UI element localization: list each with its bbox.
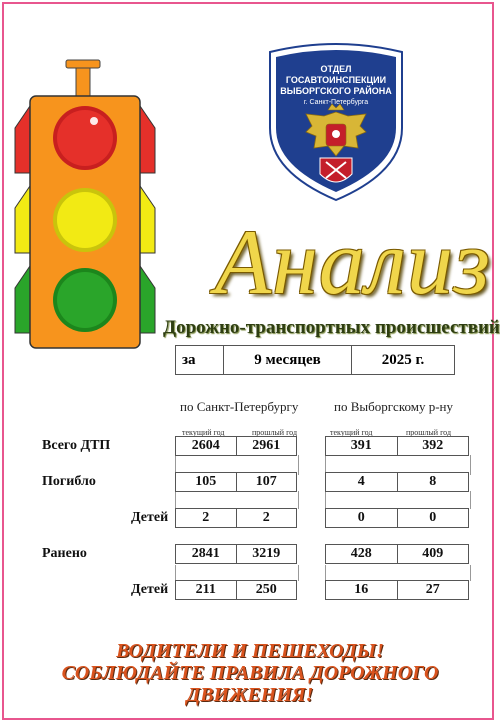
table-row <box>325 436 469 456</box>
group-header-spb: по Санкт-Петербургу <box>180 399 299 414</box>
cell-spb-current: 2604 <box>176 437 237 455</box>
period-months: 9 месяцев <box>224 346 352 374</box>
emblem-line-1: ОТДЕЛ <box>320 64 352 74</box>
subhead-spb-current: текущий год <box>182 428 225 437</box>
cell-district-previous: 409 <box>422 546 444 561</box>
subhead-spb-previous: прошлый год <box>252 428 298 437</box>
cell-spb-previous: 3219 <box>252 546 281 561</box>
cell-spb-current: 211 <box>176 581 237 599</box>
warning-line-1: ВОДИТЕЛИ И ПЕШЕХОДЫ! <box>116 640 384 662</box>
warning-line-2: СОБЛЮДАЙТЕ ПРАВИЛА ДОРОЖНОГО <box>61 662 439 684</box>
cell-spb-previous: 250 <box>255 582 277 597</box>
table-row <box>325 472 469 492</box>
row-connector <box>175 491 299 509</box>
warning-text <box>30 640 470 706</box>
cell-spb-current: 105 <box>176 473 237 491</box>
emblem-line-3: ВЫБОРГСКОГО РАЙОНА <box>280 86 392 96</box>
cell-district-current: 4 <box>326 473 398 491</box>
table-row <box>175 472 297 492</box>
row-label-children-killed: Детей <box>131 510 169 525</box>
cell-district-current: 0 <box>326 509 398 527</box>
group-header-district: по Выборгскому р-ну <box>334 399 453 414</box>
emblem-line-4: г. Санкт-Петербурга <box>303 99 369 106</box>
table-row <box>325 544 469 564</box>
cell-district-current: 428 <box>326 545 398 563</box>
subhead-district-previous: прошлый год <box>406 428 452 437</box>
row-label-total: Всего ДТП <box>42 438 111 453</box>
page-title: Анализ <box>215 211 491 313</box>
table-row <box>325 580 469 600</box>
period-prefix: за <box>176 346 224 374</box>
row-label-killed: Погибло <box>42 474 96 489</box>
period-box <box>175 345 455 375</box>
cell-district-previous: 392 <box>422 438 444 453</box>
cell-district-current: 391 <box>326 437 398 455</box>
period-year: 2025 г. <box>381 351 425 368</box>
subhead-district-current: текущий год <box>330 428 373 437</box>
row-connector <box>325 491 471 509</box>
cell-district-previous: 8 <box>429 474 437 489</box>
row-connector <box>175 565 299 581</box>
cell-spb-previous: 2 <box>262 510 270 525</box>
cell-spb-current: 2 <box>176 509 237 527</box>
cell-spb-previous: 2961 <box>252 438 281 453</box>
row-label-injured: Ранено <box>42 546 87 561</box>
table-row <box>325 508 469 528</box>
row-connector <box>325 565 471 581</box>
page-subtitle: Дорожно-транспортных происшествий <box>163 317 500 338</box>
cell-district-previous: 0 <box>429 510 437 525</box>
warning-line-3: ДВИЖЕНИЯ! <box>186 684 314 706</box>
cell-spb-previous: 107 <box>255 474 277 489</box>
traffic-light-icon <box>10 58 160 358</box>
cell-spb-current: 2841 <box>176 545 237 563</box>
table-row <box>175 544 297 564</box>
cell-district-previous: 27 <box>425 582 440 597</box>
cell-district-current: 16 <box>326 581 398 599</box>
table-row <box>175 580 297 600</box>
table-row <box>175 508 297 528</box>
table-row <box>175 436 297 456</box>
row-label-children-injured: Детей <box>131 582 169 597</box>
traffic-police-emblem-icon <box>266 42 406 202</box>
emblem-line-2: ГОСАВТОИНСПЕКЦИИ <box>285 75 387 85</box>
